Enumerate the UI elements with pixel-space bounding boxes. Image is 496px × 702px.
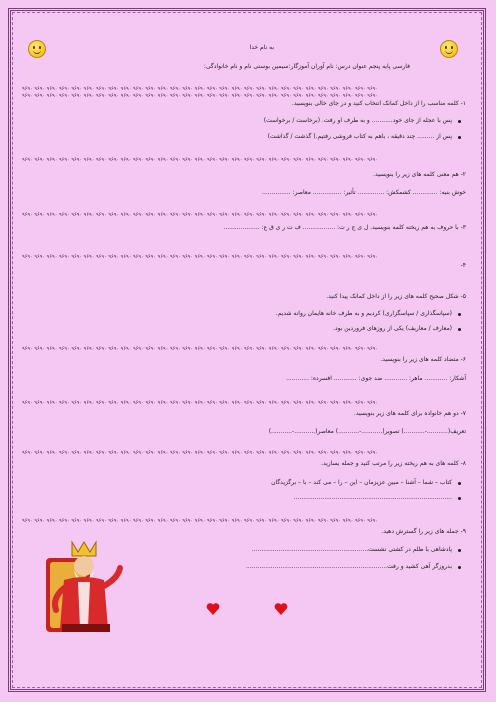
heart-icon — [206, 602, 220, 616]
ornament-divider: ۹۶۹۰ ۹۶۹۰ ۹۶۹۰ ۹۶۹۰ ۹۶۹۰ ۹۶۹۰ ۹۶۹۰ ۹۶۹۰ ۹۶۹۰ ۹۶۹۰ ۹۶۹۰ ۹۶۹۰ ۹۶۹۰ ۹۶۹۰ ۹۶۹۰ ۹۶۹۰ ۹۶۹۰ ۹۶۹۰ ۹۶۹۰ ۹۶۹۰ ۹۶۹۰ ۹۶۹۰ ۹۶۹۰ ۹۶۹۰ ۹۶۹۰ ۹۶۹۰ ۹۶۹۰ ۹۶۹۰ ۹۶۹۰ — [22, 93, 379, 99]
ornament-divider: ۹۶۹۰ ۹۶۹۰ ۹۶۹۰ ۹۶۹۰ ۹۶۹۰ ۹۶۹۰ ۹۶۹۰ ۹۶۹۰ ۹۶۹۰ ۹۶۹۰ ۹۶۹۰ ۹۶۹۰ ۹۶۹۰ ۹۶۹۰ ۹۶۹۰ ۹۶۹۰ ۹۶۹۰ ۹۶۹۰ ۹۶۹۰ ۹۶۹۰ ۹۶۹۰ ۹۶۹۰ ۹۶۹۰ ۹۶۹۰ ۹۶۹۰ ۹۶۹۰ ۹۶۹۰ ۹۶۹۰ ۹۶۹۰ — [22, 450, 379, 456]
question-5-title: ۵- شکل صحیح کلمه های زیر را از داخل کمانک پیدا کنید. — [326, 293, 466, 300]
question-5-line-1: (سپاسگذاری / سپاسگزاری) کردیم و به طرف خانه هایمان روانه شدیم. — [275, 310, 452, 317]
heart-icon — [274, 602, 288, 616]
question-8-line-1: کتاب – شما – آشنا – مبین عزیزمان – این – را – می کند – با – برگزیدگان — [271, 479, 452, 486]
ornament-divider: ۹۶۹۰ ۹۶۹۰ ۹۶۹۰ ۹۶۹۰ ۹۶۹۰ ۹۶۹۰ ۹۶۹۰ ۹۶۹۰ ۹۶۹۰ ۹۶۹۰ ۹۶۹۰ ۹۶۹۰ ۹۶۹۰ ۹۶۹۰ ۹۶۹۰ ۹۶۹۰ ۹۶۹۰ ۹۶۹۰ ۹۶۹۰ ۹۶۹۰ ۹۶۹۰ ۹۶۹۰ ۹۶۹۰ ۹۶۹۰ ۹۶۹۰ ۹۶۹۰ ۹۶۹۰ ۹۶۹۰ ۹۶۹۰ — [22, 400, 379, 406]
ornament-divider: ۹۶۹۰ ۹۶۹۰ ۹۶۹۰ ۹۶۹۰ ۹۶۹۰ ۹۶۹۰ ۹۶۹۰ ۹۶۹۰ ۹۶۹۰ ۹۶۹۰ ۹۶۹۰ ۹۶۹۰ ۹۶۹۰ ۹۶۹۰ ۹۶۹۰ ۹۶۹۰ ۹۶۹۰ ۹۶۹۰ ۹۶۹۰ ۹۶۹۰ ۹۶۹۰ ۹۶۹۰ ۹۶۹۰ ۹۶۹۰ ۹۶۹۰ ۹۶۹۰ ۹۶۹۰ ۹۶۹۰ ۹۶۹۰ — [22, 346, 379, 352]
smiley-icon — [440, 40, 458, 58]
question-5-line-2: (معارف / معاریف) یکی از روزهای فروردین بود. — [333, 325, 452, 332]
question-6-title: ۶- متضاد کلمه های زیر را بنویسید. — [380, 356, 466, 363]
bullet — [458, 566, 461, 569]
question-7-line: تعریف(...........-...........) تصویر(...........-...........) معاصر(...........-...........) — [268, 428, 466, 435]
bullet — [458, 482, 461, 485]
ornament-divider: ۹۶۹۰ ۹۶۹۰ ۹۶۹۰ ۹۶۹۰ ۹۶۹۰ ۹۶۹۰ ۹۶۹۰ ۹۶۹۰ ۹۶۹۰ ۹۶۹۰ ۹۶۹۰ ۹۶۹۰ ۹۶۹۰ ۹۶۹۰ ۹۶۹۰ ۹۶۹۰ ۹۶۹۰ ۹۶۹۰ ۹۶۹۰ ۹۶۹۰ ۹۶۹۰ ۹۶۹۰ ۹۶۹۰ ۹۶۹۰ ۹۶۹۰ ۹۶۹۰ ۹۶۹۰ ۹۶۹۰ ۹۶۹۰ — [22, 212, 379, 218]
question-3-title: ۳- با حروف به هم ریخته کلمه بنویسید. ل ی ج ر ت: ................. ف ت ر ی ق ع: ................... — [223, 224, 466, 231]
ornament-divider: ۹۶۹۰ ۹۶۹۰ ۹۶۹۰ ۹۶۹۰ ۹۶۹۰ ۹۶۹۰ ۹۶۹۰ ۹۶۹۰ ۹۶۹۰ ۹۶۹۰ ۹۶۹۰ ۹۶۹۰ ۹۶۹۰ ۹۶۹۰ ۹۶۹۰ ۹۶۹۰ ۹۶۹۰ ۹۶۹۰ ۹۶۹۰ ۹۶۹۰ ۹۶۹۰ ۹۶۹۰ ۹۶۹۰ ۹۶۹۰ ۹۶۹۰ ۹۶۹۰ ۹۶۹۰ ۹۶۹۰ ۹۶۹۰ — [22, 86, 379, 92]
question-9-line-2: بدروزگر آهی کشید و رفت.......................................................................... — [246, 563, 452, 570]
bismillah: به نام خدا — [249, 44, 274, 51]
bullet — [458, 136, 461, 139]
bullet — [458, 120, 461, 123]
header-info-line: فارسی پایه پنجم عنوان درس: نام آوران آموزگار:سیمین بوستی نام و نام خانوادگی: — [203, 63, 410, 70]
bullet — [458, 497, 461, 500]
question-9-line-1: پادشاهی با ظلم در کشتی نشست............................................................. — [251, 546, 452, 553]
bullet — [458, 313, 461, 316]
question-1-title: ۱- کلمه مناسب را از داخل کمانک انتخاب کنید و در جای خالی بنویسید. — [291, 100, 466, 107]
question-6-line: آشکار: ............ ماهر: ............ ضد جوی: ............ افسرده: ............ — [286, 375, 466, 382]
question-4-title: ۴- — [460, 262, 466, 269]
question-2-line: خوش بنیه: ............. کشمکش: .............. تأثیر: ............... معاصر: ............... — [262, 189, 466, 196]
bullet — [458, 549, 461, 552]
question-2-title: ۲- هم معنی کلمه های زیر را بنویسید. — [373, 171, 466, 178]
question-1-line-2: پس از ......... چند دقیقه ، باهم به کتاب فروشی رفتیم.( گذشت / گذاشت) — [267, 133, 452, 140]
question-8-line-2: ................................................................................... — [293, 494, 452, 501]
king-illustration — [42, 538, 124, 636]
smiley-icon — [28, 40, 46, 58]
question-7-title: ۷- دو هم خانواده برای کلمه های زیر بنویسید. — [353, 410, 466, 417]
ornament-divider: ۹۶۹۰ ۹۶۹۰ ۹۶۹۰ ۹۶۹۰ ۹۶۹۰ ۹۶۹۰ ۹۶۹۰ ۹۶۹۰ ۹۶۹۰ ۹۶۹۰ ۹۶۹۰ ۹۶۹۰ ۹۶۹۰ ۹۶۹۰ ۹۶۹۰ ۹۶۹۰ ۹۶۹۰ ۹۶۹۰ ۹۶۹۰ ۹۶۹۰ ۹۶۹۰ ۹۶۹۰ ۹۶۹۰ ۹۶۹۰ ۹۶۹۰ ۹۶۹۰ ۹۶۹۰ ۹۶۹۰ ۹۶۹۰ — [22, 254, 379, 260]
ornament-divider: ۹۶۹۰ ۹۶۹۰ ۹۶۹۰ ۹۶۹۰ ۹۶۹۰ ۹۶۹۰ ۹۶۹۰ ۹۶۹۰ ۹۶۹۰ ۹۶۹۰ ۹۶۹۰ ۹۶۹۰ ۹۶۹۰ ۹۶۹۰ ۹۶۹۰ ۹۶۹۰ ۹۶۹۰ ۹۶۹۰ ۹۶۹۰ ۹۶۹۰ ۹۶۹۰ ۹۶۹۰ ۹۶۹۰ ۹۶۹۰ ۹۶۹۰ ۹۶۹۰ ۹۶۹۰ ۹۶۹۰ ۹۶۹۰ — [22, 157, 379, 163]
question-9-title: ۹- جمله های زیر را گسترش دهید. — [381, 528, 466, 535]
ornament-divider: ۹۶۹۰ ۹۶۹۰ ۹۶۹۰ ۹۶۹۰ ۹۶۹۰ ۹۶۹۰ ۹۶۹۰ ۹۶۹۰ ۹۶۹۰ ۹۶۹۰ ۹۶۹۰ ۹۶۹۰ ۹۶۹۰ ۹۶۹۰ ۹۶۹۰ ۹۶۹۰ ۹۶۹۰ ۹۶۹۰ ۹۶۹۰ ۹۶۹۰ ۹۶۹۰ ۹۶۹۰ ۹۶۹۰ ۹۶۹۰ ۹۶۹۰ ۹۶۹۰ ۹۶۹۰ ۹۶۹۰ ۹۶۹۰ — [22, 518, 379, 524]
question-8-title: ۸- کلمه های به هم ریخته زیر را مرتب کنید و جمله بسازید. — [321, 460, 466, 467]
bullet — [458, 328, 461, 331]
question-1-line-1: پس با عجله از جای خود........... و به طرف او رفت. (برخاست / برخواست) — [263, 117, 452, 124]
